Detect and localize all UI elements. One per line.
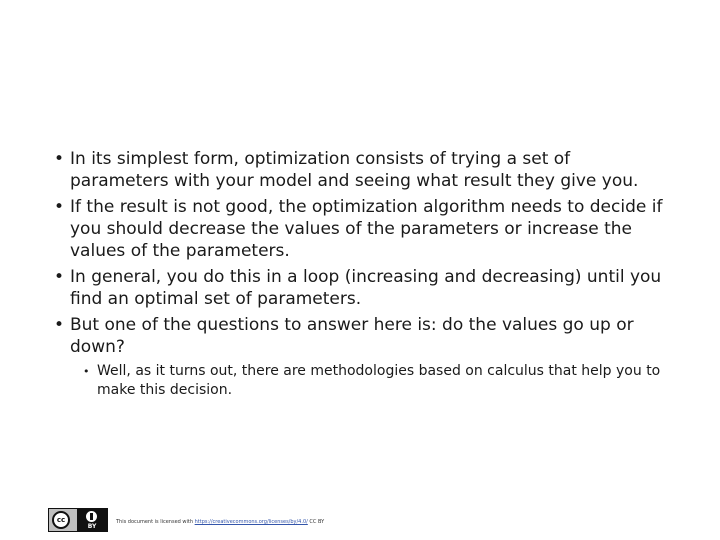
bullet-text: But one of the questions to answer here is: do the values go up or down?: [70, 315, 634, 357]
bullet-text: In general, you do this in a loop (increasing and decreasing) until you find an optimal set of parameters.: [70, 267, 662, 309]
by-label: BY: [87, 523, 97, 530]
bullet-item: [54, 196, 674, 262]
bullet-text: In its simplest form, optimization consists of trying a set of parameters with your model and seeing what result they give you.: [70, 149, 639, 191]
bullet-text: If the result is not good, the optimization algorithm needs to decide if you should decrease the values of the parameters or increase the values of the parameters.: [70, 197, 663, 261]
sub-bullet-text: Well, as it turns out, there are methodologies based on calculus that help you to make this decision.: [97, 363, 661, 398]
bullet-list: [54, 148, 674, 400]
bullet-dot: •: [54, 197, 65, 217]
bullet-dot: •: [54, 149, 65, 169]
bullet-item: [54, 314, 674, 358]
sub-bullet-item: [83, 362, 674, 400]
cc-icon: cc: [52, 511, 70, 529]
license-suffix: CC BY: [309, 519, 325, 525]
person-icon: [90, 513, 93, 520]
license-link[interactable]: https://creativecommons.org/licenses/by/4.0/: [194, 519, 308, 525]
license-footer: [48, 508, 548, 532]
license-text: [116, 519, 324, 525]
bullet-dot: •: [54, 315, 65, 335]
bullet-dot: •: [54, 267, 65, 287]
bullet-item: [54, 148, 674, 192]
license-prefix: This document is licensed with: [116, 519, 194, 525]
sub-bullet-dot: •: [83, 365, 90, 378]
bullet-item: [54, 266, 674, 310]
cc-by-badge[interactable]: [48, 508, 108, 532]
